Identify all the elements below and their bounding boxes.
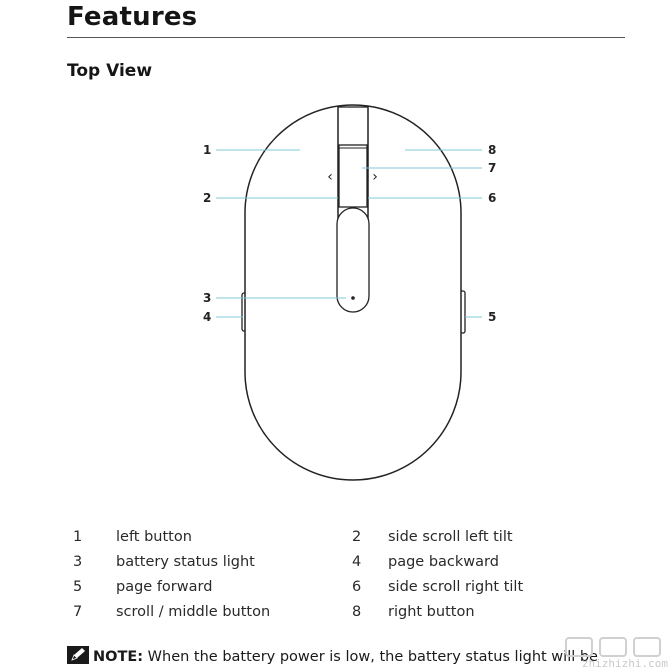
callout-5: 5 bbox=[488, 310, 497, 324]
note-text: When the battery power is low, the battery status light will be bbox=[143, 649, 598, 665]
callout-4: 4 bbox=[203, 310, 212, 324]
page-title: Features bbox=[67, 2, 198, 32]
section-subtitle: Top View bbox=[67, 61, 153, 81]
legend-label: right button bbox=[388, 604, 475, 620]
callout-6: 6 bbox=[488, 191, 497, 205]
legend-label: page backward bbox=[388, 554, 499, 570]
legend-number: 8 bbox=[352, 604, 362, 620]
legend-label: side scroll left tilt bbox=[388, 529, 513, 545]
legend-label: battery status light bbox=[116, 554, 255, 570]
callout-1: 1 bbox=[203, 143, 212, 157]
chevron-right-icon: › bbox=[372, 169, 378, 185]
callout-7: 7 bbox=[488, 161, 497, 175]
watermark-logo bbox=[564, 636, 664, 658]
chevron-left-icon: ‹ bbox=[327, 169, 333, 185]
note-pencil-icon bbox=[67, 646, 89, 664]
legend-number: 3 bbox=[73, 554, 83, 570]
legend-number: 5 bbox=[73, 579, 83, 595]
note-label: NOTE: bbox=[93, 649, 144, 665]
scroll-wheel bbox=[339, 145, 367, 207]
legend-number: 4 bbox=[352, 554, 362, 570]
legend-number: 6 bbox=[352, 579, 362, 595]
legend-label: left button bbox=[116, 529, 192, 545]
legend-label: side scroll right tilt bbox=[388, 579, 524, 595]
callout-2: 2 bbox=[203, 191, 212, 205]
callout-8: 8 bbox=[488, 143, 497, 157]
watermark-text: zhizhizhi.com bbox=[581, 657, 668, 670]
battery-status-light-dot bbox=[351, 296, 355, 300]
legend-number: 2 bbox=[352, 529, 362, 545]
callout-3: 3 bbox=[203, 291, 212, 305]
legend-label: scroll / middle button bbox=[116, 604, 271, 620]
legend-number: 7 bbox=[73, 604, 83, 620]
legend-number: 1 bbox=[73, 529, 83, 545]
legend-label: page forward bbox=[116, 579, 213, 595]
